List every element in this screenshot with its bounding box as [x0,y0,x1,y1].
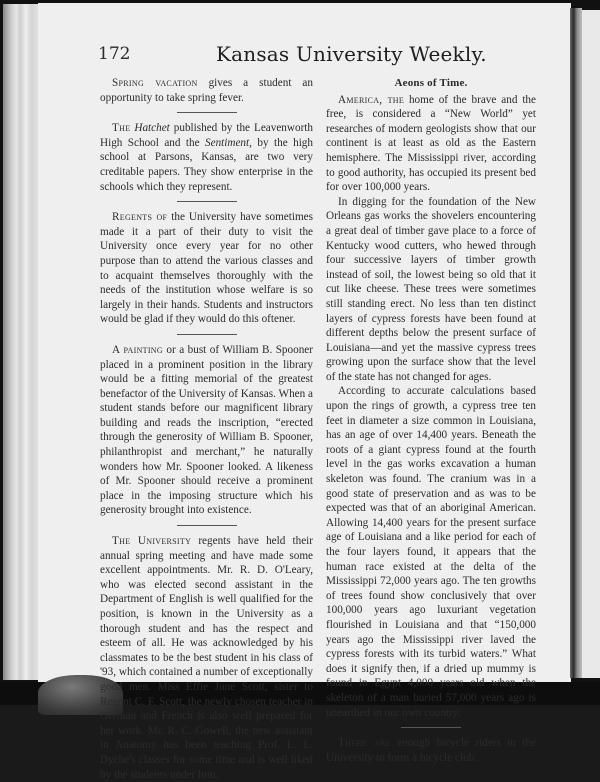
facing-page-edge [582,10,600,678]
journal-title: Kansas University Weekly. [216,42,487,66]
item-text: published by the Leavenworth High School and the [100,122,313,149]
item-lead: There are [338,737,391,750]
right-column [326,76,536,765]
item-italic-title: Sentiment [205,136,250,149]
paragraph-text: home of the brave and the free, is considered a “New World” yet researches of modern geologists show that our continent is at least as old as the Eastern hemisphere. The Mississippi river, according to good authority, has occupied its present bed for over 100,000 years. [326,93,536,194]
item-lead: Regents of [112,211,168,224]
article-paragraph [326,93,536,195]
item-text: gives a student an opportunity to take spring fever. [100,77,313,104]
article-heading: Aeons of Time. [394,77,468,89]
item-text: , by the high school at Parsons, Kansas, are two very creditable papers. They show enterprise in the schools which they represent. [100,136,313,193]
article-paragraph: According to accurate calculations based upon the rings of growth, a cypress tree ten feet in diameter a size common in Louisiana, has an age of over 14,400 years. Beneath the roots of a giant cypress found at the fourth level in the gas works excavation a human skeleton was found. The cranium was in a good state of preservation and as was to be expected was that of an aboriginal American. Allowing 14,400 years for the present surface age of Louisiana and a like period for each of the four layers found, it appears that the human race existed at the delta of the Mississippi 72,000 years ago. The ten growths of trees found show conclusively that over 100,000 years ago luxuriant vegetation flourished in Louisiana and that “150,000 years ago the Mississippi river laved the cypress forests with its turbid waters.” What does it signify then, if a dried up mummy is found in Egypt 4,000 years old when the skeleton of a man buried 57,000 years ago is unearthed in our own country. [326,385,536,719]
editorial-item-spring-vacation [100,76,313,105]
item-text: regents have held their annual spring meeting and have made some excellent appointments. Mr. R. D. O'Leary, who was elected second assistant in the Department of English is well qualified for the position, is known in the University as a thorough student and has the respect and esteem of all. He was acknowledged by his classmates to be the best student in his class of '93, which contained a number of exceptionally good men. Miss Effie June Scott, sister to Regent C. F. Scott, the newly chosen teacher in German and French is also well prepared for her work. Mr. R. C. Gowell, the new assistant in Anatomy has been teaching Prof. L. L. Dyche's classes for some time and is well liked by the students under him. [100,535,314,781]
item-text: the University have sometimes made it a part of their duty to visit the University once every year for no other purpose than to attend the various classes and to acquaint themselves thoroughly with the needs of the institution whose welfare is so largely in their hands. Students and instructors would be glad if they would do this oftener. [100,211,313,326]
book-gutter [570,8,582,678]
section-divider [177,201,237,202]
item-text: or a bust of William B. Spooner placed in a prominent position in the library would be a fitting memorial of the greatest benefactor of the University of Kansas. When a student stands before our magnificent library building and reads the inscription, “erected through the generosity of William B. Spooner, philanthropist and merchant,” he naturally wonders how Mr. Spooner looked. A likeness of Mr. Spooner should receive a prominent place in the imposing structure which his generosity brought into existence. [100,343,313,517]
editorial-item-school-papers [100,121,313,194]
editorial-item-appointments [100,534,313,782]
left-column [100,76,313,782]
item-text: enough bicycle riders in the University to form a bicycle club. [326,737,537,764]
item-italic-title: Hatchet [134,122,170,135]
editorial-item-regents-visit [100,210,313,327]
page-edges-stack [3,4,41,680]
item-lead: The [112,122,131,135]
item-lead: A painting [112,343,163,356]
editorial-item-bicycle-club [326,736,536,765]
item-lead: Spring vacation [112,77,198,89]
editorial-item-spooner-memorial [100,343,313,518]
article-paragraph: In digging for the foundation of the New Orleans gas works the shovelers encountering a great deal of timber gave place to a force of Kentucky wood cutters, who hewed through four successive layers of timber growth instead of soil, the lowest being so old that it cut like cheese. These trees were sometimes still standing erect. No less than ten distinct layers of cypress forests have been found at different depths below the present surface of Louisiana—and yet the massive cypress trees growing upon the surface show that the level of the state has not changed for ages. [326,195,536,383]
paragraph-lead: America, the [338,93,405,106]
section-divider [177,112,237,113]
section-divider [177,525,237,526]
page-number: 172 [98,44,131,64]
item-lead: The University [112,535,192,548]
section-divider [401,727,461,728]
page-header [98,42,568,72]
section-divider [177,334,237,335]
